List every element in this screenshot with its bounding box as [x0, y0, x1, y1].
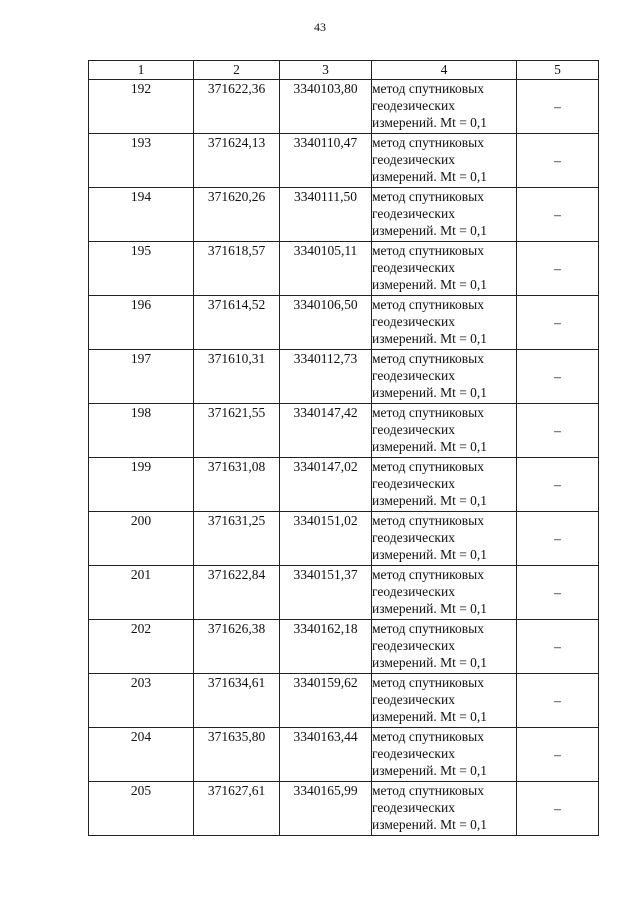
method-line-1: метод спутниковых	[372, 513, 484, 528]
y-coordinate: 3340147,42	[280, 404, 372, 458]
method-cell	[372, 566, 517, 620]
method-line-2: геодезических	[372, 584, 455, 599]
y-coordinate: 3340112,73	[280, 350, 372, 404]
header-row	[89, 61, 599, 80]
point-number: 199	[89, 458, 194, 512]
x-coordinate: 371621,55	[194, 404, 280, 458]
method-cell	[372, 458, 517, 512]
method-cell	[372, 782, 517, 836]
column-header-2: 2	[194, 61, 280, 80]
x-coordinate: 371631,08	[194, 458, 280, 512]
method-cell	[372, 350, 517, 404]
method-line-3: измерений. Mt = 0,1	[372, 655, 488, 670]
x-coordinate: 371635,80	[194, 728, 280, 782]
column-5-value: –	[517, 512, 599, 566]
table-row	[89, 134, 599, 188]
x-coordinate: 371626,38	[194, 620, 280, 674]
method-line-2: геодезических	[372, 476, 455, 491]
y-coordinate: 3340110,47	[280, 134, 372, 188]
table-header	[89, 61, 599, 80]
method-line-3: измерений. Mt = 0,1	[372, 223, 488, 238]
method-line-1: метод спутниковых	[372, 189, 484, 204]
point-number: 194	[89, 188, 194, 242]
table-body	[89, 80, 599, 836]
x-coordinate: 371610,31	[194, 350, 280, 404]
column-5-value: –	[517, 134, 599, 188]
method-line-3: измерений. Mt = 0,1	[372, 493, 488, 508]
y-coordinate: 3340159,62	[280, 674, 372, 728]
method-line-1: метод спутниковых	[372, 729, 484, 744]
x-coordinate: 371622,36	[194, 80, 280, 134]
column-header-1: 1	[89, 61, 194, 80]
y-coordinate: 3340163,44	[280, 728, 372, 782]
method-line-1: метод спутниковых	[372, 135, 484, 150]
column-5-value: –	[517, 674, 599, 728]
method-line-2: геодезических	[372, 638, 455, 653]
method-line-2: геодезических	[372, 98, 455, 113]
method-line-3: измерений. Mt = 0,1	[372, 709, 488, 724]
method-line-1: метод спутниковых	[372, 621, 484, 636]
point-number: 195	[89, 242, 194, 296]
table-row	[89, 674, 599, 728]
method-line-3: измерений. Mt = 0,1	[372, 169, 488, 184]
point-number: 192	[89, 80, 194, 134]
method-line-3: измерений. Mt = 0,1	[372, 547, 488, 562]
point-number: 201	[89, 566, 194, 620]
method-line-2: геодезических	[372, 530, 455, 545]
column-5-value: –	[517, 188, 599, 242]
method-cell	[372, 80, 517, 134]
x-coordinate: 371618,57	[194, 242, 280, 296]
table-row	[89, 566, 599, 620]
method-line-2: геодезических	[372, 368, 455, 383]
table-row	[89, 458, 599, 512]
method-cell	[372, 296, 517, 350]
column-header-5: 5	[517, 61, 599, 80]
method-line-1: метод спутниковых	[372, 405, 484, 420]
method-cell	[372, 512, 517, 566]
point-number: 196	[89, 296, 194, 350]
column-5-value: –	[517, 80, 599, 134]
method-line-3: измерений. Mt = 0,1	[372, 331, 488, 346]
column-5-value: –	[517, 458, 599, 512]
column-5-value: –	[517, 566, 599, 620]
y-coordinate: 3340151,02	[280, 512, 372, 566]
method-line-3: измерений. Mt = 0,1	[372, 763, 488, 778]
method-line-1: метод спутниковых	[372, 243, 484, 258]
table-row	[89, 80, 599, 134]
y-coordinate: 3340103,80	[280, 80, 372, 134]
method-cell	[372, 674, 517, 728]
table-row	[89, 728, 599, 782]
coordinates-table	[88, 60, 599, 836]
method-line-2: геодезических	[372, 800, 455, 815]
y-coordinate: 3340151,37	[280, 566, 372, 620]
x-coordinate: 371622,84	[194, 566, 280, 620]
method-line-3: измерений. Mt = 0,1	[372, 115, 488, 130]
table-row	[89, 188, 599, 242]
table-row	[89, 620, 599, 674]
method-line-3: измерений. Mt = 0,1	[372, 385, 488, 400]
y-coordinate: 3340147,02	[280, 458, 372, 512]
column-5-value: –	[517, 728, 599, 782]
method-line-2: геодезических	[372, 260, 455, 275]
point-number: 193	[89, 134, 194, 188]
method-line-1: метод спутниковых	[372, 783, 484, 798]
column-5-value: –	[517, 620, 599, 674]
point-number: 204	[89, 728, 194, 782]
column-5-value: –	[517, 404, 599, 458]
method-line-1: метод спутниковых	[372, 351, 484, 366]
method-line-2: геодезических	[372, 152, 455, 167]
method-line-3: измерений. Mt = 0,1	[372, 439, 488, 454]
method-line-1: метод спутниковых	[372, 297, 484, 312]
table-row	[89, 404, 599, 458]
method-line-1: метод спутниковых	[372, 459, 484, 474]
method-line-1: метод спутниковых	[372, 675, 484, 690]
column-5-value: –	[517, 782, 599, 836]
x-coordinate: 371634,61	[194, 674, 280, 728]
point-number: 202	[89, 620, 194, 674]
y-coordinate: 3340165,99	[280, 782, 372, 836]
method-line-2: геодезических	[372, 746, 455, 761]
method-line-3: измерений. Mt = 0,1	[372, 817, 488, 832]
column-5-value: –	[517, 296, 599, 350]
page-number: 43	[314, 20, 326, 34]
method-line-2: геодезических	[372, 422, 455, 437]
method-line-3: измерений. Mt = 0,1	[372, 601, 488, 616]
method-cell	[372, 404, 517, 458]
point-number: 198	[89, 404, 194, 458]
y-coordinate: 3340106,50	[280, 296, 372, 350]
y-coordinate: 3340162,18	[280, 620, 372, 674]
method-line-3: измерений. Mt = 0,1	[372, 277, 488, 292]
method-cell	[372, 188, 517, 242]
column-5-value: –	[517, 242, 599, 296]
column-header-3: 3	[280, 61, 372, 80]
method-line-1: метод спутниковых	[372, 567, 484, 582]
point-number: 197	[89, 350, 194, 404]
table-row	[89, 350, 599, 404]
method-line-2: геодезических	[372, 692, 455, 707]
method-cell	[372, 728, 517, 782]
x-coordinate: 371624,13	[194, 134, 280, 188]
y-coordinate: 3340111,50	[280, 188, 372, 242]
table-row	[89, 512, 599, 566]
table-row	[89, 242, 599, 296]
point-number: 200	[89, 512, 194, 566]
x-coordinate: 371631,25	[194, 512, 280, 566]
x-coordinate: 371620,26	[194, 188, 280, 242]
point-number: 203	[89, 674, 194, 728]
method-cell	[372, 620, 517, 674]
x-coordinate: 371614,52	[194, 296, 280, 350]
y-coordinate: 3340105,11	[280, 242, 372, 296]
column-header-4: 4	[372, 61, 517, 80]
method-line-2: геодезических	[372, 314, 455, 329]
method-cell	[372, 242, 517, 296]
method-line-2: геодезических	[372, 206, 455, 221]
x-coordinate: 371627,61	[194, 782, 280, 836]
method-line-1: метод спутниковых	[372, 81, 484, 96]
method-cell	[372, 134, 517, 188]
table-row	[89, 296, 599, 350]
point-number: 205	[89, 782, 194, 836]
column-5-value: –	[517, 350, 599, 404]
table-row	[89, 782, 599, 836]
